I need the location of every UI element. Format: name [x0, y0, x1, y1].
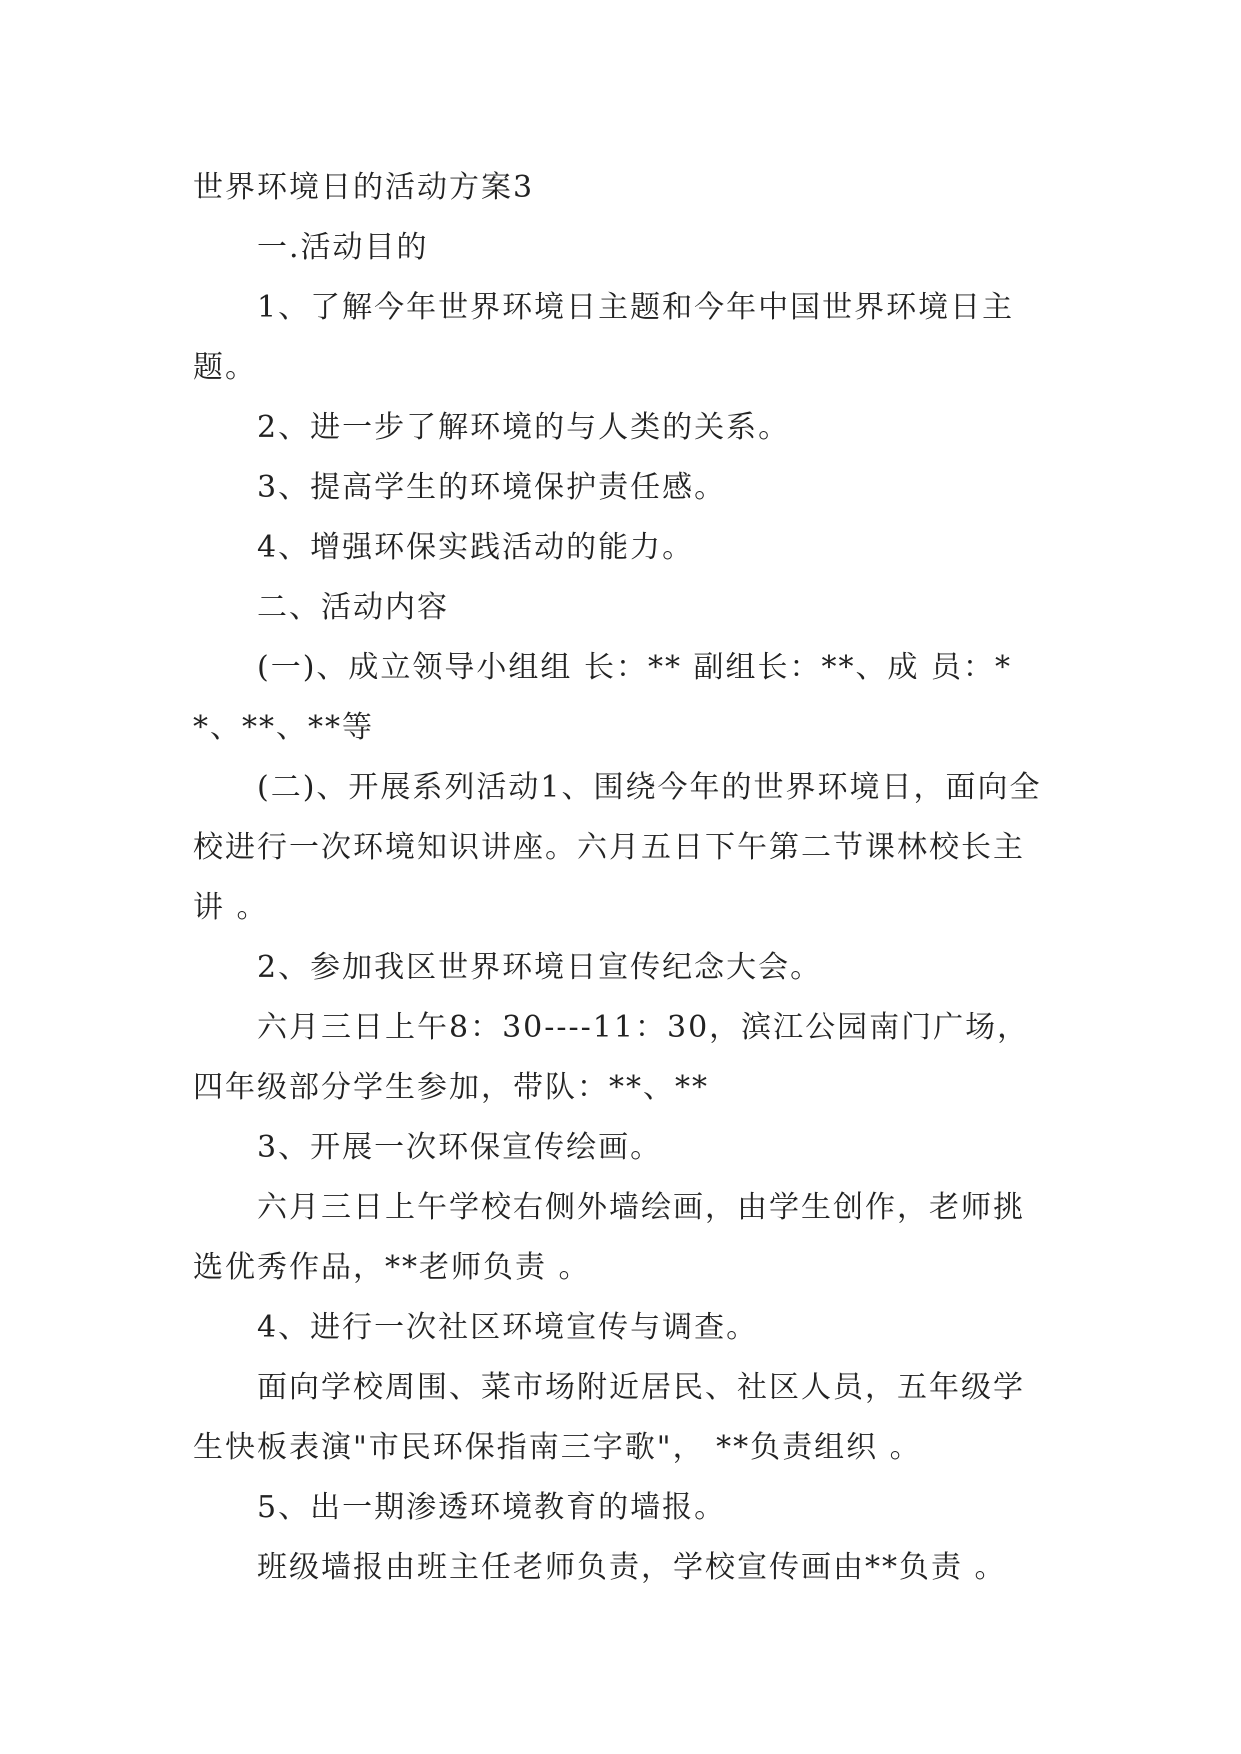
section-heading-content: 二、活动内容: [257, 590, 449, 625]
document-title: 世界环境日的活动方案3: [193, 170, 535, 205]
paragraph-activity-4: 4、进行一次社区环境宣传与调查。: [257, 1310, 759, 1345]
paragraph-activity-2-detail: 六月三日上午8：30----11：30，滨江公园南门广场，四年级部分学生参加，带队：**、**: [193, 1010, 1030, 1105]
paragraph-purpose-1: 1、了解今年世界环境日主题和今年中国世界环境日主题。: [193, 290, 1015, 385]
paragraph-activity-3-detail: 六月三日上午学校右侧外墙绘画，由学生创作，老师挑选优秀作品，**老师负责 。: [193, 1190, 1025, 1285]
paragraph-activity-series: (二)、开展系列活动1、围绕今年的世界环境日，面向全校进行一次环境知识讲座。六月五日下午第二节课林校长主讲 。: [193, 770, 1042, 925]
paragraph-activity-5: 5、出一期渗透环境教育的墙报。: [257, 1490, 727, 1525]
section-heading-purpose: 一.活动目的: [257, 230, 429, 265]
document-body: [193, 158, 1051, 1598]
paragraph-activity-5-detail: 班级墙报由班主任老师负责，学校宣传画由**负责 。: [257, 1550, 1007, 1585]
paragraph-leadership-group: (一)、成立领导小组组 长：** 副组长：**、成 员：**、**、**等: [193, 650, 1013, 745]
paragraph-activity-4-detail: 面向学校周围、菜市场附近居民、社区人员，五年级学生快板表演"市民环保指南三字歌"， **负责组织 。: [193, 1370, 1025, 1465]
paragraph-activity-3: 3、开展一次环保宣传绘画。: [257, 1130, 663, 1165]
paragraph-purpose-4: 4、增强环保实践活动的能力。: [257, 530, 695, 565]
paragraph-activity-2: 2、参加我区世界环境日宣传纪念大会。: [257, 950, 823, 985]
paragraph-purpose-2: 2、进一步了解环境的与人类的关系。: [257, 410, 791, 445]
paragraph-purpose-3: 3、提高学生的环境保护责任感。: [257, 470, 727, 505]
